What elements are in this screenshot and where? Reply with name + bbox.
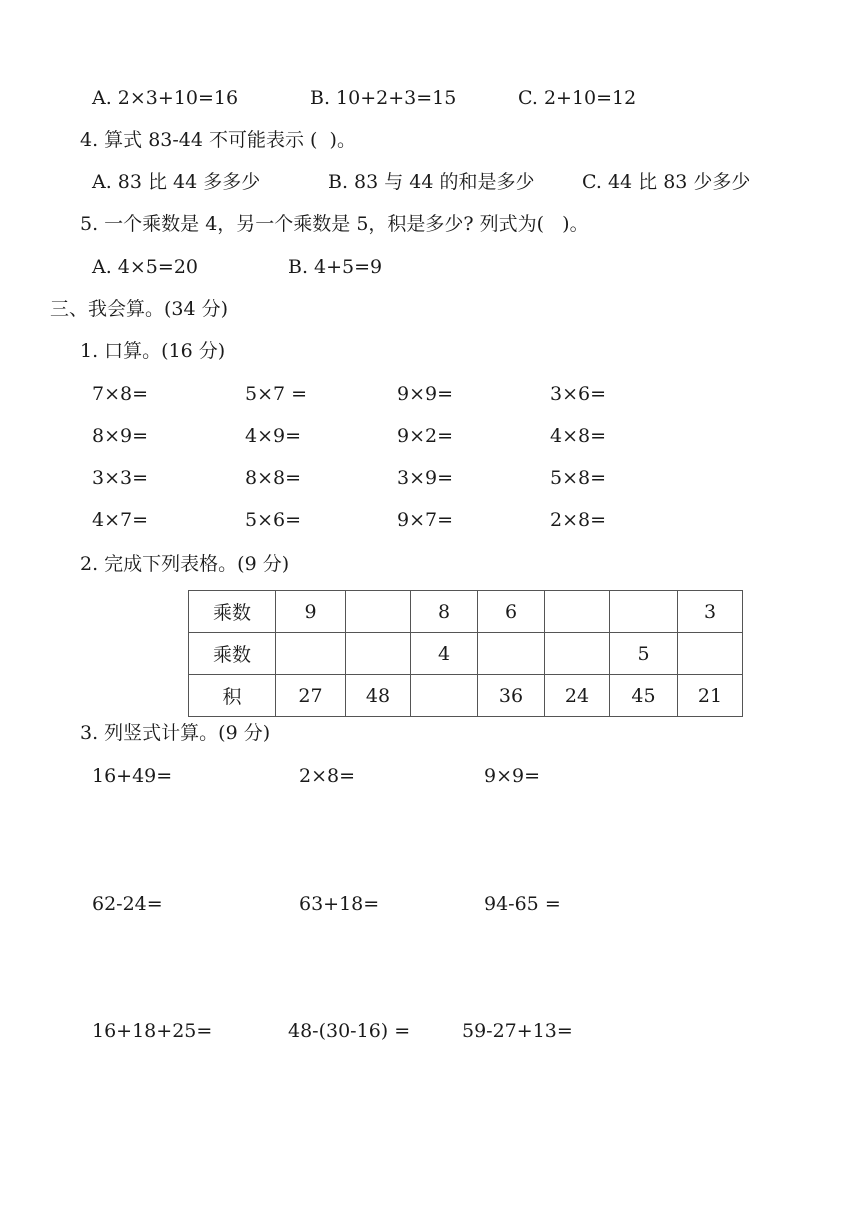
oral-item: 9×9= xyxy=(397,383,454,405)
table-cell: 36 xyxy=(478,675,545,717)
vertical-calc-item: 2×8= xyxy=(299,765,356,787)
table-cell: 27 xyxy=(276,675,346,717)
table-row-label: 乘数 xyxy=(189,591,276,633)
table-cell: 48 xyxy=(346,675,411,717)
vertical-calc-item: 62-24= xyxy=(92,893,163,915)
vertical-calc-item: 59-27+13= xyxy=(462,1020,573,1042)
oral-item: 5×8= xyxy=(550,467,607,489)
oral-item: 9×7= xyxy=(397,509,454,531)
table-row xyxy=(189,633,743,675)
table-row xyxy=(189,591,743,633)
table-cell: 21 xyxy=(678,675,743,717)
table-cell xyxy=(545,633,610,675)
oral-item: 4×8= xyxy=(550,425,607,447)
q3-option-a: A. 2×3+10=16 xyxy=(92,87,239,109)
table-cell xyxy=(276,633,346,675)
table-cell: 6 xyxy=(478,591,545,633)
vertical-calc-item: 16+49= xyxy=(92,765,173,787)
table-cell xyxy=(678,633,743,675)
oral-item: 8×9= xyxy=(92,425,149,447)
q5-option-a: A. 4×5=20 xyxy=(92,256,198,278)
table-cell xyxy=(346,591,411,633)
oral-item: 9×2= xyxy=(397,425,454,447)
q4-stem: 4. 算式 83-44 不可能表示 ( )。 xyxy=(80,129,356,151)
table-cell xyxy=(610,591,678,633)
part2-title: 2. 完成下列表格。(9 分) xyxy=(80,553,290,575)
table-cell: 45 xyxy=(610,675,678,717)
oral-item: 2×8= xyxy=(550,509,607,531)
multiplication-table xyxy=(188,590,743,717)
table-cell xyxy=(411,675,478,717)
vertical-calc-item: 9×9= xyxy=(484,765,541,787)
oral-item: 7×8= xyxy=(92,383,149,405)
table-cell: 24 xyxy=(545,675,610,717)
oral-item: 3×3= xyxy=(92,467,149,489)
q5-option-b: B. 4+5=9 xyxy=(288,256,383,278)
oral-item: 5×6= xyxy=(245,509,302,531)
table-cell: 9 xyxy=(276,591,346,633)
q3-option-b: B. 10+2+3=15 xyxy=(310,87,457,109)
part1-title: 1. 口算。(16 分) xyxy=(80,340,226,362)
vertical-calc-item: 16+18+25= xyxy=(92,1020,213,1042)
vertical-calc-item: 94-65 = xyxy=(484,893,561,915)
oral-item: 4×9= xyxy=(245,425,302,447)
table-cell: 4 xyxy=(411,633,478,675)
part3-title: 3. 列竖式计算。(9 分) xyxy=(80,722,271,744)
table-row xyxy=(189,675,743,717)
table-cell xyxy=(545,591,610,633)
oral-item: 4×7= xyxy=(92,509,149,531)
q3-option-c: C. 2+10=12 xyxy=(518,87,637,109)
q4-option-a: A. 83 比 44 多多少 xyxy=(92,171,261,193)
table-cell xyxy=(346,633,411,675)
vertical-calc-item: 63+18= xyxy=(299,893,380,915)
q5-stem: 5. 一个乘数是 4，另一个乘数是 5，积是多少? 列式为( )。 xyxy=(80,213,589,235)
table-cell: 5 xyxy=(610,633,678,675)
q4-option-c: C. 44 比 83 少多少 xyxy=(582,171,751,193)
oral-item: 5×7 = xyxy=(245,383,308,405)
vertical-calc-item: 48-(30-16) = xyxy=(288,1020,411,1042)
q4-option-b: B. 83 与 44 的和是多少 xyxy=(328,171,535,193)
table-cell: 3 xyxy=(678,591,743,633)
oral-item: 8×8= xyxy=(245,467,302,489)
table-cell xyxy=(478,633,545,675)
table-row-label: 积 xyxy=(189,675,276,717)
oral-item: 3×9= xyxy=(397,467,454,489)
table-cell: 8 xyxy=(411,591,478,633)
section3-title: 三、我会算。(34 分) xyxy=(50,298,229,320)
oral-item: 3×6= xyxy=(550,383,607,405)
table-row-label: 乘数 xyxy=(189,633,276,675)
